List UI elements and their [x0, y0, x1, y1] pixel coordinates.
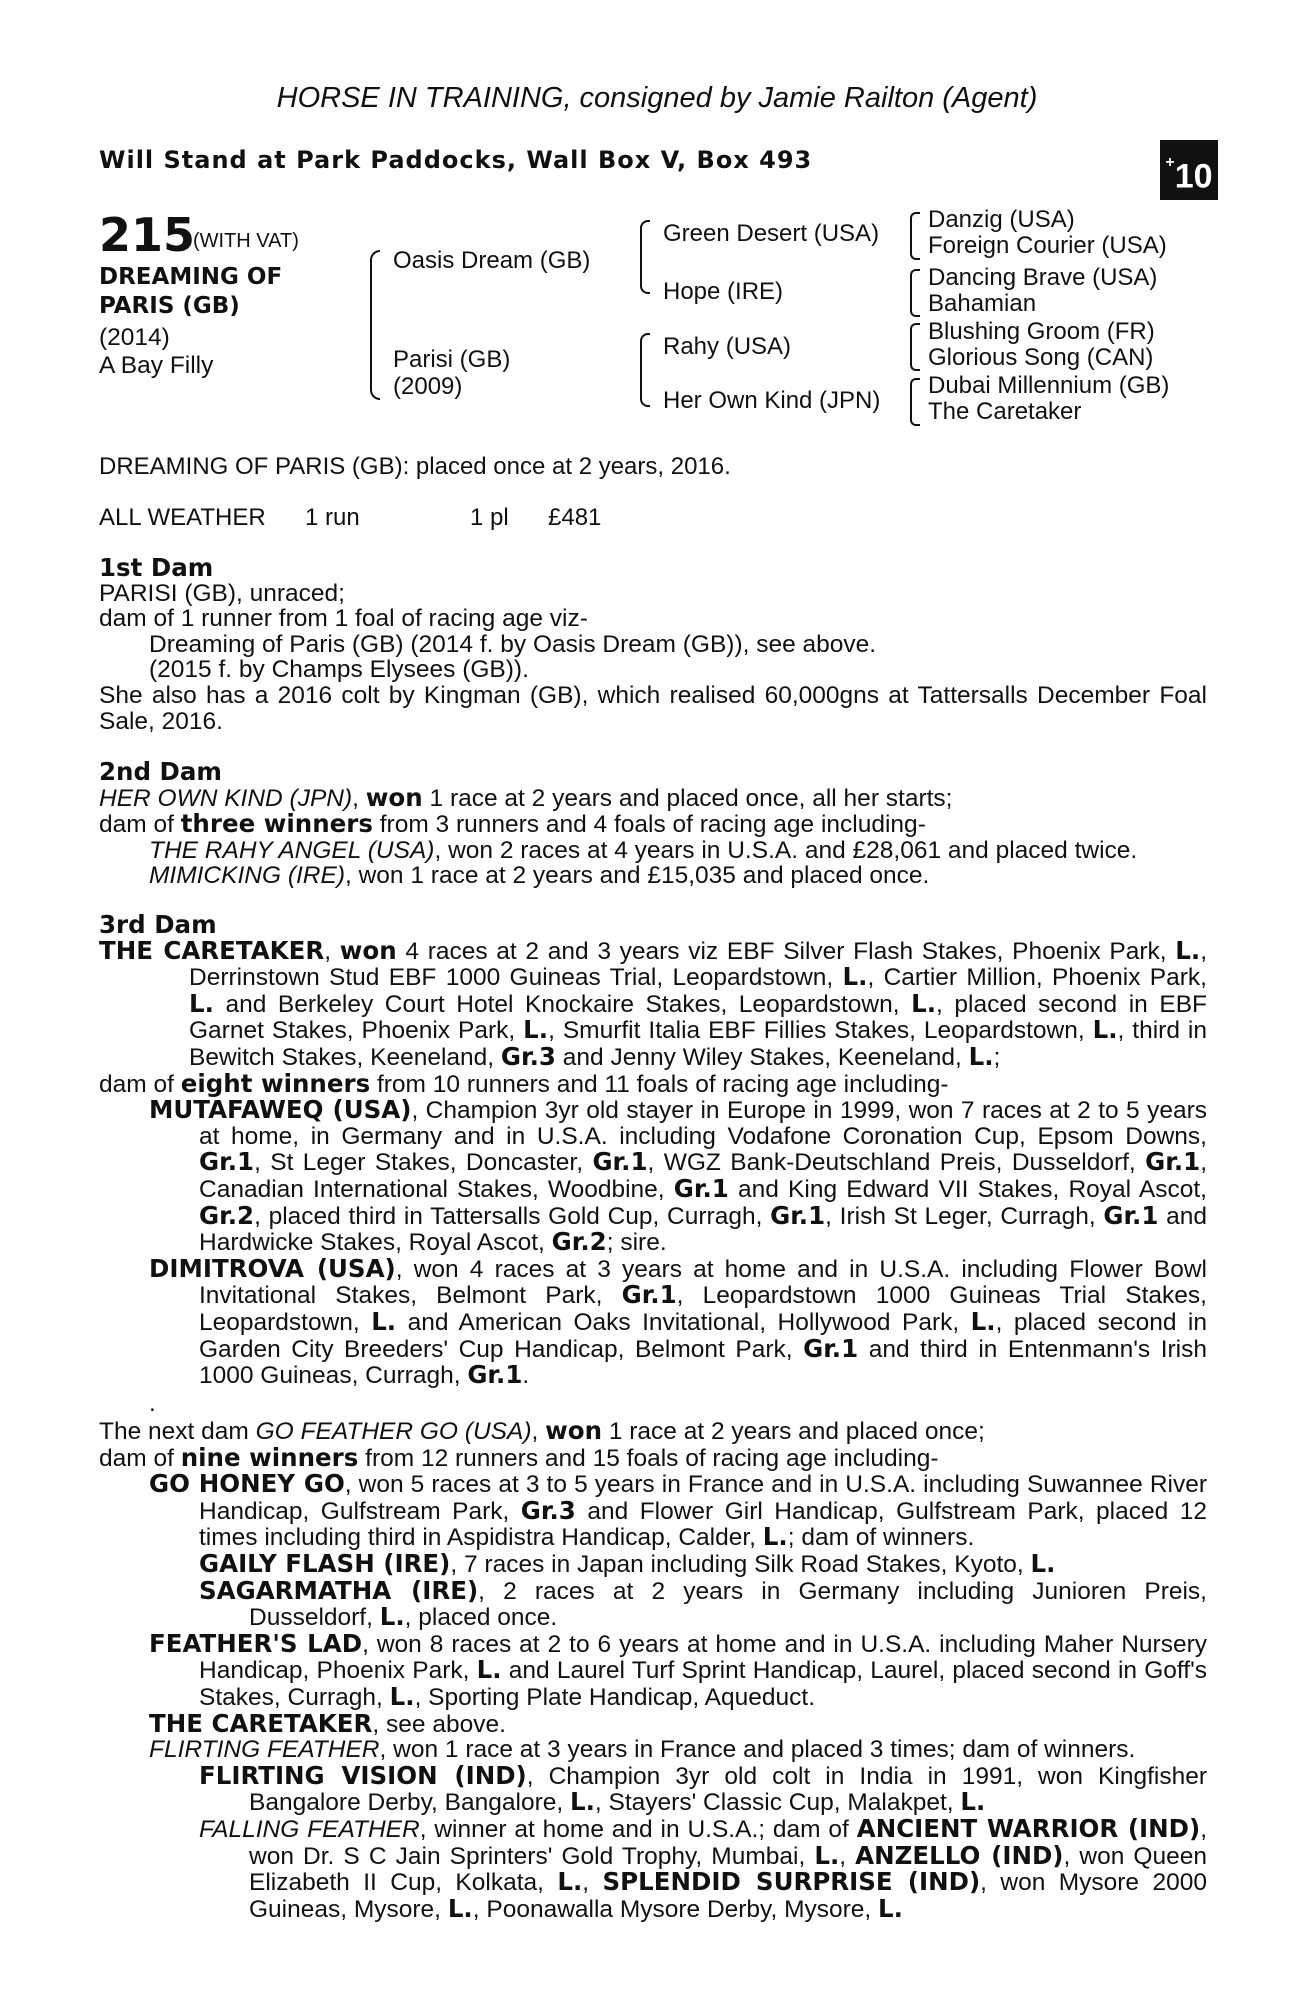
- text: from 10 runners and 11 foals of racing age including-: [370, 1070, 949, 1098]
- text: , placed second in EBF Garnet Stakes, Phoenix Park,: [189, 990, 1208, 1045]
- next-dam-section: The next dam GO FEATHER GO (USA), won 1 race at 2 years and placed once; dam of nine winners from 12 runners and 15 foals of racing age including- GO HONEY GO, won 5 races at 3 to 5 years in France and in U.S.A. including Suwannee River Handicap, Gulfstream Park, Gr.3 and Flower Girl Handicap, Gulfstream Park, placed 12 times including third in Aspidistra Handicap, Calder, L.; dam of winners. GAILY FLASH (IRE), 7 races in Japan including Silk Road Stakes, Kyoto, L. SAGARMATHA (IRE), 2 races at 2 years in Germany including Junioren Preis, Dusseldorf, L., placed once. FEATHER'S LAD, won 8 races at 2 to 6 years at home and in U.S.A. including Maher Nursery Handicap, Phoenix Park, L. and Laurel Turf Sprint Handicap, Laurel, placed second in Goff's Stakes, Curragh, L., Sporting Plate Handicap, Aqueduct. THE CARETAKER, see above. FLIRTING FEATHER, won 1 race at 3 years in France and placed 3 times; dam of winners. FLIRTING VISION (IND), Champion 3yr old colt in India in 1991, won Kingfisher Bangalore Derby, Bangalore, L., Stayers' Classic Cup, Malakpet, L. FALLING FEATHER, winner at home and in U.S.A.; dam of ANCIENT WARRIOR (IND), won Dr. S C Jain Sprinters' Gold Trophy, Mumbai, L., ANZELLO (IND), won Queen Elizabeth II Cup, Kolkata, L., SPLENDID SURPRISE (IND), won Mysore 2000 Guineas, Mysore, L., Poonawalla Mysore Derby, Mysore, L.: [99, 1416, 1208, 1923]
- listed-label: L.: [960, 1787, 986, 1817]
- group-label: Gr.1: [467, 1360, 523, 1390]
- listed-label: L.: [569, 1787, 595, 1817]
- progeny-name: FLIRTING VISION (IND): [199, 1760, 527, 1790]
- grade-badge: [1160, 140, 1218, 200]
- text: and Laurel Turf Sprint Handicap, Laurel, placed second in Goff's Stakes, Curragh,: [199, 1657, 1207, 1711]
- text: , Smurfit Italia EBF Fillies Stakes, Leopardstown,: [548, 1017, 1093, 1045]
- first-dam-line: dam of 1 runner from 1 foal of racing age viz-: [99, 605, 588, 633]
- group-label: Gr.1: [1145, 1147, 1201, 1177]
- listed-label: L.: [476, 1655, 502, 1685]
- ped-sds: Dancing Brave (USA): [928, 264, 1158, 291]
- text: .: [522, 1362, 530, 1390]
- text: and Berkeley Court Hotel Knockaire Stakes, Leopardstown,: [213, 990, 912, 1018]
- listed-label: L.: [762, 1522, 788, 1552]
- text: , Poonawalla Mysore Derby, Mysore,: [472, 1895, 879, 1923]
- listed-label: L.: [1092, 1015, 1118, 1045]
- text: dam of: [99, 1444, 181, 1472]
- winners-count: nine winners: [180, 1442, 359, 1472]
- ped-dss: Blushing Groom (FR): [928, 318, 1155, 345]
- text: , won 5 races at 3 to 5 years in France and in U.S.A. including Suwannee River Handicap, Gulfstream Park,: [199, 1471, 1207, 1525]
- progeny-name: MIMICKING (IRE): [149, 862, 345, 890]
- text: , Champion 3yr old colt in India in 1991, won Kingfisher Bangalore Derby, Bangalore,: [249, 1762, 1207, 1817]
- brace-2: [910, 269, 920, 317]
- first-dam-note: She also has a 2016 colt by Kingman (GB), which realised 60,000gns at Tattersalls December Foal Sale, 2016.: [99, 681, 1207, 735]
- listed-label: L.: [523, 1015, 549, 1045]
- text: , Champion 3yr old stayer in Europe in 1999, won 7 races at 2 to 5 years at home, in Germany and in U.S.A. including Vodafone Coronation Cup, Epsom Downs,: [199, 1097, 1207, 1150]
- group-label: Gr.1: [199, 1147, 255, 1177]
- listed-label: L.: [189, 988, 214, 1018]
- text: from 12 runners and 15 foals of racing age including-: [358, 1444, 939, 1472]
- first-dam-progeny: Dreaming of Paris (GB) (2014 f. by Oasis Dream (GB)), see above.: [149, 630, 877, 658]
- text: , won 1 race at 2 years and £15,035 and placed once.: [345, 862, 930, 890]
- text: , 2 races at 2 years in Germany including Junioren Preis, Dusseldorf,: [249, 1577, 1207, 1632]
- next-dam-name: GO FEATHER GO (USA): [255, 1418, 532, 1445]
- sire-dam: Hope (IRE): [663, 278, 784, 305]
- group-label: Gr.1: [621, 1280, 677, 1310]
- ped-dsd: Glorious Song (CAN): [928, 344, 1154, 371]
- text: , St Leger Stakes, Doncaster,: [254, 1149, 593, 1177]
- second-dam-name: HER OWN KIND (JPN): [99, 784, 353, 812]
- progeny-name: THE RAHY ANGEL (USA): [149, 836, 435, 864]
- race-summary: DREAMING OF PARIS (GB): placed once at 2 years, 2016.: [99, 453, 731, 480]
- text: , see above.: [372, 1710, 506, 1738]
- dam: Parisi (GB): [393, 346, 511, 373]
- stand-location: Will Stand at Park Paddocks, Wall Box V, Box 493: [99, 146, 813, 174]
- listed-label: L.: [968, 1041, 994, 1071]
- lot-number: 215: [99, 208, 196, 262]
- text: , third in Bewitch Stakes, Keeneland,: [189, 1017, 1207, 1071]
- listed-label: L.: [371, 1306, 397, 1336]
- text: , won 4 races at 3 years at home and in U.S.A. including Flower Bowl Invitational Stakes, Belmont Park,: [199, 1255, 1207, 1310]
- third-dam-name: THE CARETAKER: [99, 935, 325, 965]
- horse-name: DREAMING OF PARIS (GB): [99, 264, 283, 319]
- text: 1 race at 2 years and placed once;: [602, 1418, 985, 1445]
- progeny-name: FEATHER'S LAD: [149, 1628, 363, 1658]
- won-label: won: [365, 782, 423, 812]
- first-dam-progeny: (2015 f. by Champs Elysees (GB)).: [149, 656, 529, 684]
- third-dam-heading: 3rd Dam: [99, 910, 217, 939]
- listed-label: L.: [878, 1893, 903, 1923]
- text: 1 race at 2 years and placed once, all her starts;: [422, 784, 953, 812]
- progeny-name: GO HONEY GO: [149, 1469, 345, 1499]
- text: from 3 runners and 4 foals of racing age including-: [372, 811, 926, 839]
- text: and Jenny Wiley Stakes, Keeneland,: [555, 1043, 969, 1071]
- horse-info: [99, 324, 339, 380]
- record-prize: £481: [548, 504, 602, 531]
- text: , placed second in Garden City Breeders' Cup Handicap, Belmont Park,: [199, 1308, 1208, 1363]
- sire-sire: Green Desert (USA): [663, 220, 880, 247]
- text: , Stayers' Classic Cup, Malakpet,: [594, 1789, 961, 1817]
- group-label: Gr.1: [592, 1147, 648, 1177]
- page-title: HORSE IN TRAINING, consigned by Jamie Railton (Agent): [276, 82, 1038, 114]
- second-dam-heading: 2nd Dam: [99, 757, 222, 786]
- horse-description: A Bay Filly: [99, 352, 214, 379]
- text: , winner at home and in U.S.A.; dam of: [419, 1815, 857, 1843]
- text: , won 8 races at 2 to 6 years at home and in U.S.A. including Maher Nursery Handicap, Phoenix Park,: [199, 1630, 1208, 1685]
- text: dam of: [99, 811, 181, 839]
- text: , Canadian International Stakes, Woodbine,: [199, 1149, 1207, 1203]
- ped-ssd: Foreign Courier (USA): [928, 232, 1167, 259]
- winners-count: eight winners: [180, 1068, 371, 1098]
- sire-dam-brace: [370, 250, 380, 400]
- text: , won 2 races at 4 years in U.S.A. and £28,061 and placed twice.: [434, 836, 1138, 864]
- brace-4: [910, 378, 920, 426]
- group-label: Gr.3: [500, 1041, 556, 1071]
- dam-brace: [640, 333, 650, 407]
- text: 4 races at 2 and 3 years viz EBF Silver Flash Stakes, Phoenix Park,: [396, 937, 1176, 965]
- progeny-name: FALLING FEATHER: [199, 1815, 420, 1843]
- text: , Sporting Plate Handicap, Aqueduct.: [414, 1683, 815, 1711]
- group-label: Gr.1: [1103, 1200, 1159, 1230]
- ped-sdd: Bahamian: [928, 290, 1037, 317]
- group-label: Gr.1: [803, 1333, 859, 1363]
- separator-dot: .: [149, 1389, 156, 1417]
- record-label: ALL WEATHER: [99, 504, 266, 531]
- progeny-name: SPLENDID SURPRISE (IND): [602, 1867, 981, 1897]
- brace-1: [910, 212, 920, 260]
- first-dam-line: PARISI (GB), unraced;: [99, 579, 345, 607]
- vat-note: (WITH VAT): [193, 230, 299, 252]
- second-dam-section: 2nd Dam HER OWN KIND (JPN), won 1 race at 2 years and placed once, all her starts; dam of three winners from 3 runners and 4 foals of racing age including- THE RAHY ANGEL (USA), won 2 races at 4 years in U.S.A. and £28,061 and placed twice. MIMICKING (IRE), won 1 race at 2 years and £15,035 and placed once.: [99, 759, 1207, 889]
- badge-number: 10: [1174, 157, 1213, 196]
- listed-label: L.: [1030, 1548, 1056, 1578]
- listed-label: L.: [970, 1306, 996, 1336]
- text: and King Edward VII Stakes, Royal Ascot,: [728, 1175, 1207, 1203]
- text: , won 1 race at 3 years in France and placed 3 times; dam of winners.: [379, 1736, 1136, 1764]
- progeny-name: FLIRTING FEATHER: [149, 1736, 380, 1764]
- won-label: won: [545, 1416, 603, 1445]
- text: , placed once.: [404, 1604, 558, 1632]
- text: , won Mysore 2000 Guineas, Mysore,: [249, 1869, 1207, 1923]
- listed-label: L.: [814, 1840, 840, 1870]
- text: , WGZ Bank-Deutschland Preis, Dusseldorf,: [647, 1149, 1146, 1177]
- listed-label: L.: [389, 1681, 415, 1711]
- text: and third in Entenmann's Irish 1000 Guineas, Curragh,: [199, 1335, 1207, 1390]
- group-label: Gr.2: [551, 1227, 607, 1257]
- horse-year: (2014): [99, 324, 170, 351]
- winners-count: three winners: [180, 809, 373, 839]
- text: ; dam of winners.: [787, 1524, 975, 1552]
- sire: Oasis Dream (GB): [393, 247, 591, 274]
- progeny-name: ANCIENT WARRIOR (IND): [856, 1813, 1201, 1843]
- text: , 7 races in Japan including Silk Road Stakes, Kyoto,: [450, 1550, 1031, 1578]
- record-runs: 1 run: [305, 504, 360, 531]
- group-label: Gr.3: [520, 1495, 576, 1525]
- text: The next dam: [99, 1418, 256, 1445]
- third-dam-section: 3rd Dam THE CARETAKER, won 4 races at 2 and 3 years viz EBF Silver Flash Stakes, Phoenix Park, L., Derrinstown Stud EBF 1000 Guineas Trial, Leopardstown, L., Cartier Million, Phoenix Park, L. and Berkeley Court Hotel Knockaire Stakes, Leopardstown, L., placed second in EBF Garnet Stakes, Phoenix Park, L., Smurfit Italia EBF Fillies Stakes, Leopardstown, L., third in Bewitch Stakes, Keeneland, Gr.3 and Jenny Wiley Stakes, Keeneland, L.; dam of eight winners from 10 runners and 11 foals of racing age including- MUTAFAWEQ (USA), Champion 3yr old stayer in Europe in 1999, won 7 races at 2 to 5 years at home, in Germany and in U.S.A. including Vodafone Coronation Cup, Epsom Downs, Gr.1, St Leger Stakes, Doncaster, Gr.1, WGZ Bank-Deutschland Preis, Dusseldorf, Gr.1, Canadian International Stakes, Woodbine, Gr.1 and King Edward VII Stakes, Royal Ascot, Gr.2, placed third in Tattersalls Gold Cup, Curragh, Gr.1, Irish St Leger, Curragh, Gr.1 and Hardwicke Stakes, Royal Ascot, Gr.2; sire. DIMITROVA (USA), won 4 races at 3 years at home and in U.S.A. including Flower Bowl Invitational Stakes, Belmont Park, Gr.1, Leopardstown 1000 Guineas Trial Stakes, Leopardstown, L. and American Oaks Invitational, Hollywood Park, L., placed second in Garden City Breeders' Cup Handicap, Belmont Park, Gr.1 and third in Entenmann's Irish 1000 Guineas, Curragh, Gr.1. .: [99, 910, 1208, 1417]
- text: and Flower Girl Handicap, Gulfstream Park, placed 12 times including third in Aspidistra Handicap, Calder,: [199, 1497, 1207, 1552]
- progeny-name: THE CARETAKER: [149, 1708, 373, 1738]
- listed-label: L.: [379, 1602, 405, 1632]
- text: , Cartier Million, Phoenix Park,: [867, 964, 1207, 992]
- text: and American Oaks Invitational, Hollywood Park,: [396, 1308, 971, 1336]
- text: , Irish St Leger, Curragh,: [825, 1202, 1104, 1230]
- text: , placed third in Tattersalls Gold Cup, Curragh,: [254, 1202, 771, 1230]
- progeny-name: DIMITROVA (USA): [149, 1253, 396, 1283]
- ped-sss: Danzig (USA): [928, 206, 1075, 233]
- brace-3: [910, 323, 920, 371]
- listed-label: L.: [842, 962, 868, 992]
- record-placed: 1 pl: [470, 504, 509, 531]
- group-label: Gr.1: [770, 1200, 826, 1230]
- text: , won Queen Elizabeth II Cup, Kolkata,: [249, 1842, 1207, 1897]
- text: ;: [993, 1043, 1001, 1071]
- text: , Derrinstown Stud EBF 1000 Guineas Trial, Leopardstown,: [189, 937, 1207, 992]
- progeny-name: ANZELLO (IND): [855, 1840, 1064, 1870]
- listed-label: L.: [557, 1867, 583, 1897]
- badge-plus: +: [1165, 154, 1175, 171]
- progeny-name: GAILY FLASH (IRE): [199, 1548, 451, 1578]
- dam-sire: Rahy (USA): [663, 333, 792, 360]
- first-dam-section: [99, 555, 1207, 734]
- group-label: Gr.1: [673, 1173, 729, 1203]
- text: ; sire.: [606, 1229, 667, 1257]
- dam-year: (2009): [393, 373, 463, 400]
- listed-label: L.: [447, 1893, 473, 1923]
- ped-ddd: The Caretaker: [928, 398, 1082, 425]
- listed-label: L.: [911, 988, 937, 1018]
- first-dam-heading: 1st Dam: [99, 553, 214, 582]
- sire-brace: [640, 220, 650, 294]
- text: dam of: [99, 1070, 181, 1098]
- won-label: won: [339, 935, 397, 965]
- text: , Leopardstown 1000 Guineas Trial Stakes, Leopardstown,: [199, 1282, 1207, 1336]
- dam-dam: Her Own Kind (JPN): [663, 387, 881, 414]
- group-label: Gr.2: [199, 1200, 255, 1230]
- text: , won Dr. S C Jain Sprinters' Gold Trophy, Mumbai,: [249, 1815, 1207, 1870]
- progeny-name: MUTAFAWEQ (USA): [149, 1095, 412, 1125]
- ped-dds: Dubai Millennium (GB): [928, 372, 1170, 399]
- progeny-name: SAGARMATHA (IRE): [199, 1575, 479, 1605]
- text: and Hardwicke Stakes, Royal Ascot,: [199, 1202, 1208, 1257]
- listed-label: L.: [1175, 935, 1201, 965]
